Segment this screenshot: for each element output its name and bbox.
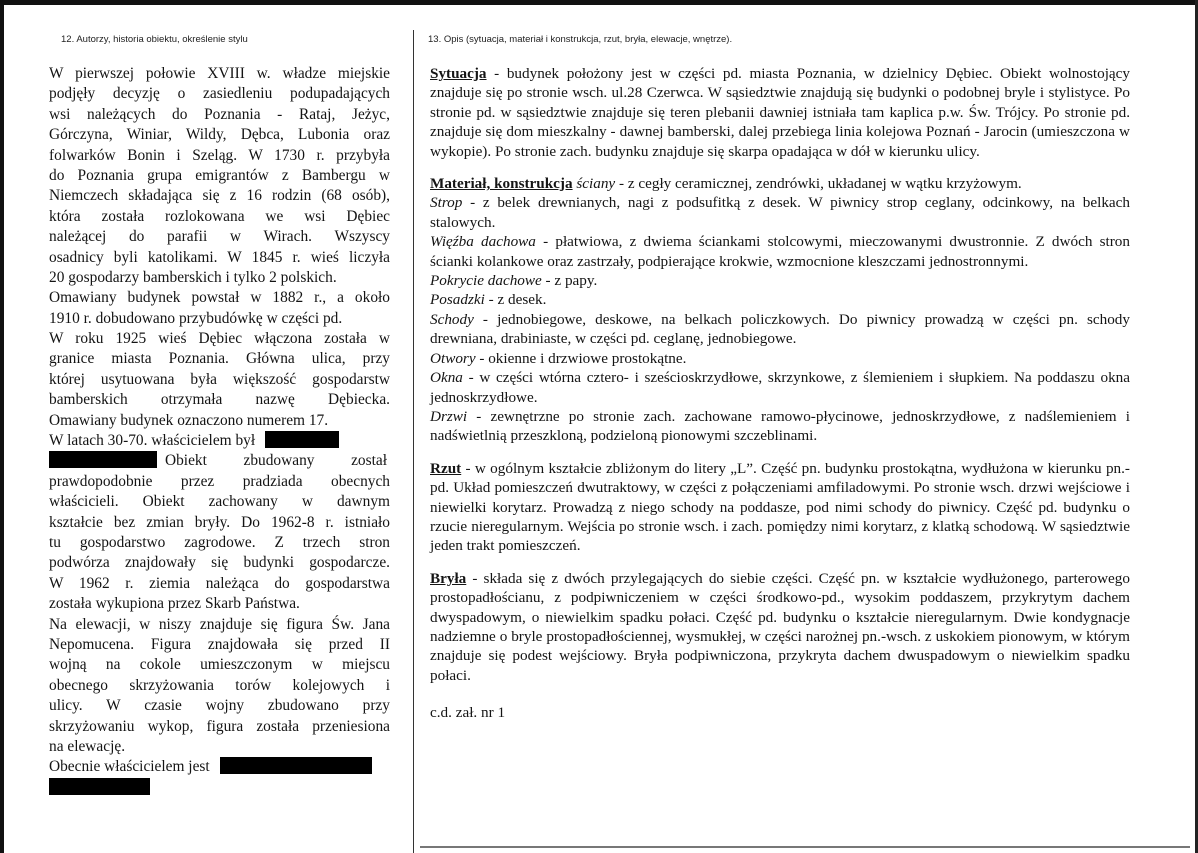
history-line: została wykupiona przez Skarb Państwa. [49, 595, 300, 613]
history-line-with-redaction [49, 451, 390, 471]
section-heading: Rzut [430, 459, 462, 477]
history-line-with-redaction [49, 757, 390, 777]
item-text: - z cegły ceramicznej, zendrówki, układanej w wątku krzyżowym. [615, 175, 1022, 193]
material-item-otwory [430, 349, 1130, 368]
item-label: Schody [430, 310, 474, 328]
history-line: na elewację. [49, 737, 126, 755]
history-line: prawdopodobnie przez pradziada obecnych [49, 472, 390, 490]
item-text: - z papy. [541, 272, 598, 290]
material-item-posadzki [430, 290, 1130, 309]
item-label: Okna [430, 369, 463, 387]
scan-edge-left [0, 0, 4, 853]
description-column [430, 64, 1130, 723]
history-line: W pierwszej połowie XVIII w. władze miejskie [49, 65, 390, 82]
history-line: tu gospodarstwo zagrodowe. Z trzech stron [49, 533, 390, 551]
history-line: Górczyna, Winiar, Wildy, Dębca, Lubonia oraz [49, 126, 390, 144]
section-text: - składa się z dwóch przylegających do siebie części. Część pn. w kształcie wydłużonego, parterowego prostopadłościanu, z podpiwniczeniem w części środkowo-pd., wysokim poddaszem, przykrytym dachem dwyspadowym, o niewielkim spadku połaci. Część pd. budynku o kształcie nieregularnym. Dwie kondygnacje nadziemne o bryle prostopadłościennej, wysmukłej, w części narożnej pn.-wsch. z uskokiem pionowym, w którym znajduje się podest wejściowy. Bryła podpiwniczona, przykryta dachem dwuspadowym o niewielkim spadku połaci. [430, 569, 1130, 684]
item-label: Drzwi [430, 407, 468, 425]
history-line: do Poznania grupa emigrantów z Bambergu w [49, 166, 390, 184]
history-line: Omawiany budynek powstał w 1882 r., a około [49, 289, 390, 307]
item-text: - płatwiowa, z dwiema ściankami stolcowymi, mieczowanymi dwustronnie. Z dwóch stron ścianki kolankowe oraz zastrzały, podpierające krokwie, wzmocnione kleszczami jednostronnymi. [430, 233, 1130, 270]
item-label: Otwory [430, 349, 476, 367]
item-label: Więźba dachowa [430, 233, 536, 251]
history-line-text: W latach 30-70. właścicielem był [49, 432, 256, 450]
history-line: Niemczech składająca się z 16 rodzin (68 osób), [49, 187, 390, 205]
redacted-line [49, 778, 390, 798]
history-line: wsi należących do Poznania - Rataj, Jeżyc, [49, 105, 390, 123]
history-line: ulicy. W czasie wojny zbudowano przy [49, 697, 390, 715]
history-line: podjęły decyzję o zasiedleniu podupadających [49, 85, 390, 103]
history-line: należącej do parafii w Wirach. Wszyscy [49, 228, 390, 246]
redaction-block [49, 451, 157, 468]
history-line: granice miasta Poznania. Główna ulica, przy [49, 350, 390, 368]
history-line: podwórza znajdowały się budynki gospodarcze. [49, 554, 390, 572]
section-heading: Bryła [430, 569, 467, 587]
history-line: kształcie bez zmian bryły. Do 1962-8 r. istniało [49, 513, 390, 531]
history-line: 1910 r. dobudowano przybudówkę w części pd. [49, 309, 343, 327]
left-column-header: 12. Autorzy, historia obiektu, określenie stylu [61, 34, 248, 45]
bottom-rule [420, 846, 1190, 848]
section-rzut [430, 459, 1130, 556]
history-line: 20 gospodarzy bamberskich i tylko 2 polskich. [49, 268, 337, 286]
history-line: bamberskich otrzymała nazwę Dębiecka. [49, 391, 390, 409]
section-heading: Sytuacja [430, 65, 487, 82]
item-label: Strop [430, 194, 463, 212]
scan-edge-top [0, 0, 1198, 5]
item-text: - z desek. [484, 291, 547, 309]
redaction-block [49, 778, 150, 795]
history-line: folwarków Bonin i Szeląg. W 1730 r. przybyła [49, 146, 390, 164]
item-label: Pokrycie dachowe [430, 272, 542, 290]
item-text: - jednobiegowe, deskowe, na belkach policzkowych. Do piwnicy prowadzą w części pn. schody drewniana, drabiniaste, w części pd. ceglanę, jednobiegowe. [430, 310, 1130, 348]
history-line: obecnego skrzyżowania torów kolejowych i [49, 676, 390, 694]
section-heading: Materiał, konstrukcja [430, 175, 573, 193]
history-line: wojną na cokole umieszczonym w miejscu [49, 656, 390, 674]
continuation-note: c.d. zał. nr 1 [430, 704, 506, 722]
history-line: która została rozlokowana we wsi Dębiec [49, 207, 390, 225]
column-divider [413, 30, 414, 853]
history-line: W 1962 r. ziemia należąca do gospodarstwa [49, 574, 390, 592]
section-text: - w ogólnym kształcie zbliżonym do litery „L”. Część pn. budynku prostokątna, wydłużona w kierunku pn.-pd. Układ pomieszczeń dwutraktowy, w części z połączeniami amfiladowymi. Po stronie wsch. drzwi wejściowe i niewielki korytarz. Prowadzą z niego schody na poddasze, pod nimi schody do piwnicy. Część pd. budynku o rzucie nieregularnym. Wejścia po stronie wsch. i zach. pomiędzy nimi korytarz, z klatką schodową. W sąsiedztwie jeden trakt pomieszczeń. [430, 459, 1130, 555]
material-item-strop [430, 193, 1130, 232]
material-item-schody [430, 310, 1130, 349]
history-line-text: Obecnie właścicielem jest [49, 758, 210, 776]
history-line: Na elewacji, w niszy znajduje się figura Św. Jana [49, 615, 390, 633]
item-text: - z belek drewnianych, nagi z podsufitką z desek. W piwnicy strop ceglany, odcinkowy, na belkach stalowych. [430, 194, 1130, 231]
history-line: Omawiany budynek oznaczono numerem 17. [49, 411, 329, 429]
history-line: Nepomucena. Figura znajdowała się przed II [49, 635, 390, 653]
material-item-drzwi [430, 407, 1130, 446]
right-column-header: 13. Opis (sytuacja, materiał i konstrukcja, rzut, bryła, elewacje, wnętrze). [428, 34, 733, 45]
history-line: skrzyżowaniu wykop, figura została przeniesiona [49, 717, 390, 735]
history-line-text: Obiekt zbudowany został [165, 452, 387, 470]
material-item-wiezba [430, 232, 1130, 271]
section-text: - budynek położony jest w części pd. miasta Poznania, w dzielnicy Dębiec. Obiekt wolnostojący znajduje się po stronie wsch. ul.28 Czerwca. W sąsiedztwie znajdują się budynki o podobnej bryle i stylistyce. Po stronie pd. w sąsiedztwie znajduje się teren plebanii dawniej istniała tam kaplica p.w. Św. Trójcy. Po stronie pd. znajduje się dom mieszkalny - dawnej bamberski, dalej przebiega linia kolejowa Poznań - Jarocin (umieszczona w wykopie). Po stronie zach. budynku znajduje się skarpa opadająca w dół w kierunku ulicy. [430, 65, 1130, 160]
section-material-walls [430, 174, 1130, 193]
item-text: - okienne i drzwiowe prostokątne. [475, 349, 687, 367]
item-label: Posadzki [430, 291, 485, 309]
redaction-block [265, 431, 339, 448]
item-text: - w części wtórna cztero- i sześcioskrzydłowe, skrzynkowe, z ślemieniem i słupkiem. Na poddaszu okna jednoskrzydłowe. [430, 369, 1130, 406]
history-line-with-redaction [49, 431, 390, 451]
history-line: której usytuowana była większość gospodarstw [49, 370, 390, 388]
history-line: właścicieli. Obiekt zachowany w dawnym [49, 493, 390, 511]
material-item-pokrycie [430, 271, 1130, 290]
history-line: osadnicy byli katolikami. W 1845 r. wieś liczyła [49, 248, 390, 266]
item-text: - zewnętrzne po stronie zach. zachowane ramowo-płycinowe, jednoskrzydłowe, z nadślemieniem i nadświetlnią przeszkloną, podzieloną pionowymi szczeblinami. [430, 407, 1130, 445]
material-item-okna [430, 368, 1130, 407]
redaction-block [220, 757, 372, 774]
history-column [49, 64, 390, 798]
history-line: W roku 1925 wieś Dębiec włączona została w [49, 330, 390, 348]
section-bryla [430, 569, 1130, 685]
section-sytuacja [430, 64, 1130, 161]
item-label: ściany [576, 175, 616, 193]
